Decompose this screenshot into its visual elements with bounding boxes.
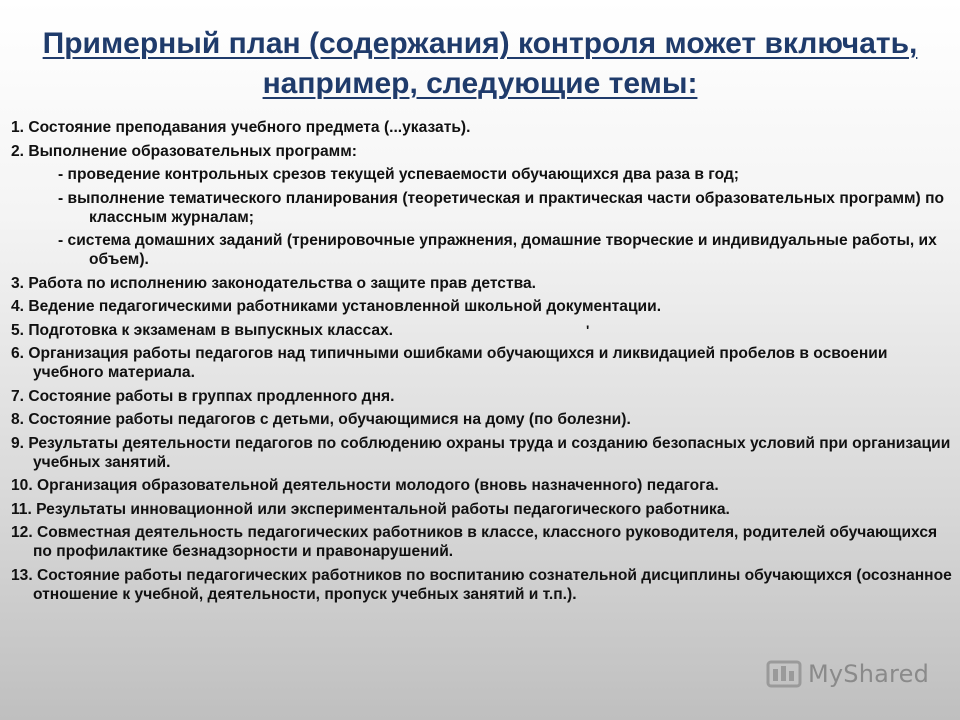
- list-item: 2. Выполнение образовательных программ:: [11, 142, 357, 160]
- sub-list-item: - система домашних заданий (тренировочные упражнения, домашние творческие и индивидуальные работы, их объем).: [58, 232, 937, 268]
- slide-title-line-2: например, следующие темы:: [262, 67, 698, 100]
- list-item: 5. Подготовка к экзаменам в выпускных классах.: [11, 321, 394, 339]
- list-item: 10. Организация образовательной деятельности молодого (вновь назначенного) педагога.: [11, 477, 719, 494]
- list-item: 12. Совместная деятельность педагогических работников в классе, классного руководителя, родителей обучающихся по профилактике безнадзорности и правонарушений.: [11, 524, 938, 560]
- slide-title: [0, 24, 960, 104]
- list-item: 6. Организация работы педагогов над типичными ошибками обучающихся и ликвидацией пробелов в освоении учебного материала.: [11, 345, 888, 381]
- list-item: 11. Результаты инновационной или экспериментальной работы педагогического работника.: [11, 500, 730, 518]
- myshared-logo-icon: [766, 659, 802, 689]
- list-item: 3. Работа по исполнению законодательства о защите прав детства.: [11, 274, 536, 292]
- sub-list-item: - проведение контрольных срезов текущей успеваемости обучающихся два раза в год;: [58, 166, 739, 183]
- watermark-logo: [766, 658, 929, 690]
- watermark-text: MyShared: [808, 660, 930, 688]
- list-item: 1. Состояние преподавания учебного предмета (...указать).: [11, 119, 471, 136]
- list-item: 9. Результаты деятельности педагогов по соблюдению охраны труда и созданию безопасных условий при организации учебных занятий.: [11, 434, 951, 471]
- list-item: 13. Состояние работы педагогических работников по воспитанию сознательной дисциплины обучающихся (осознанное отношение к учебной, деятельности, пропуск учебных занятий и т.п.).: [11, 566, 952, 603]
- list-item: 7. Состояние работы в группах продленного дня.: [11, 387, 395, 405]
- topics-list: [11, 118, 953, 608]
- list-item: 8. Состояние работы педагогов с детьми, обучающимися на дому (по болезни).: [11, 411, 631, 428]
- slide-title-line-1: Примерный план (содержания) контроля может включать,: [42, 27, 918, 60]
- sub-list-item: - выполнение тематического планирования (теоретическая и практическая части образовательных программ) по классным журналам;: [58, 189, 945, 226]
- list-item: 4. Ведение педагогическими работниками установленной школьной документации.: [11, 298, 662, 315]
- stray-mark: ': [586, 322, 590, 338]
